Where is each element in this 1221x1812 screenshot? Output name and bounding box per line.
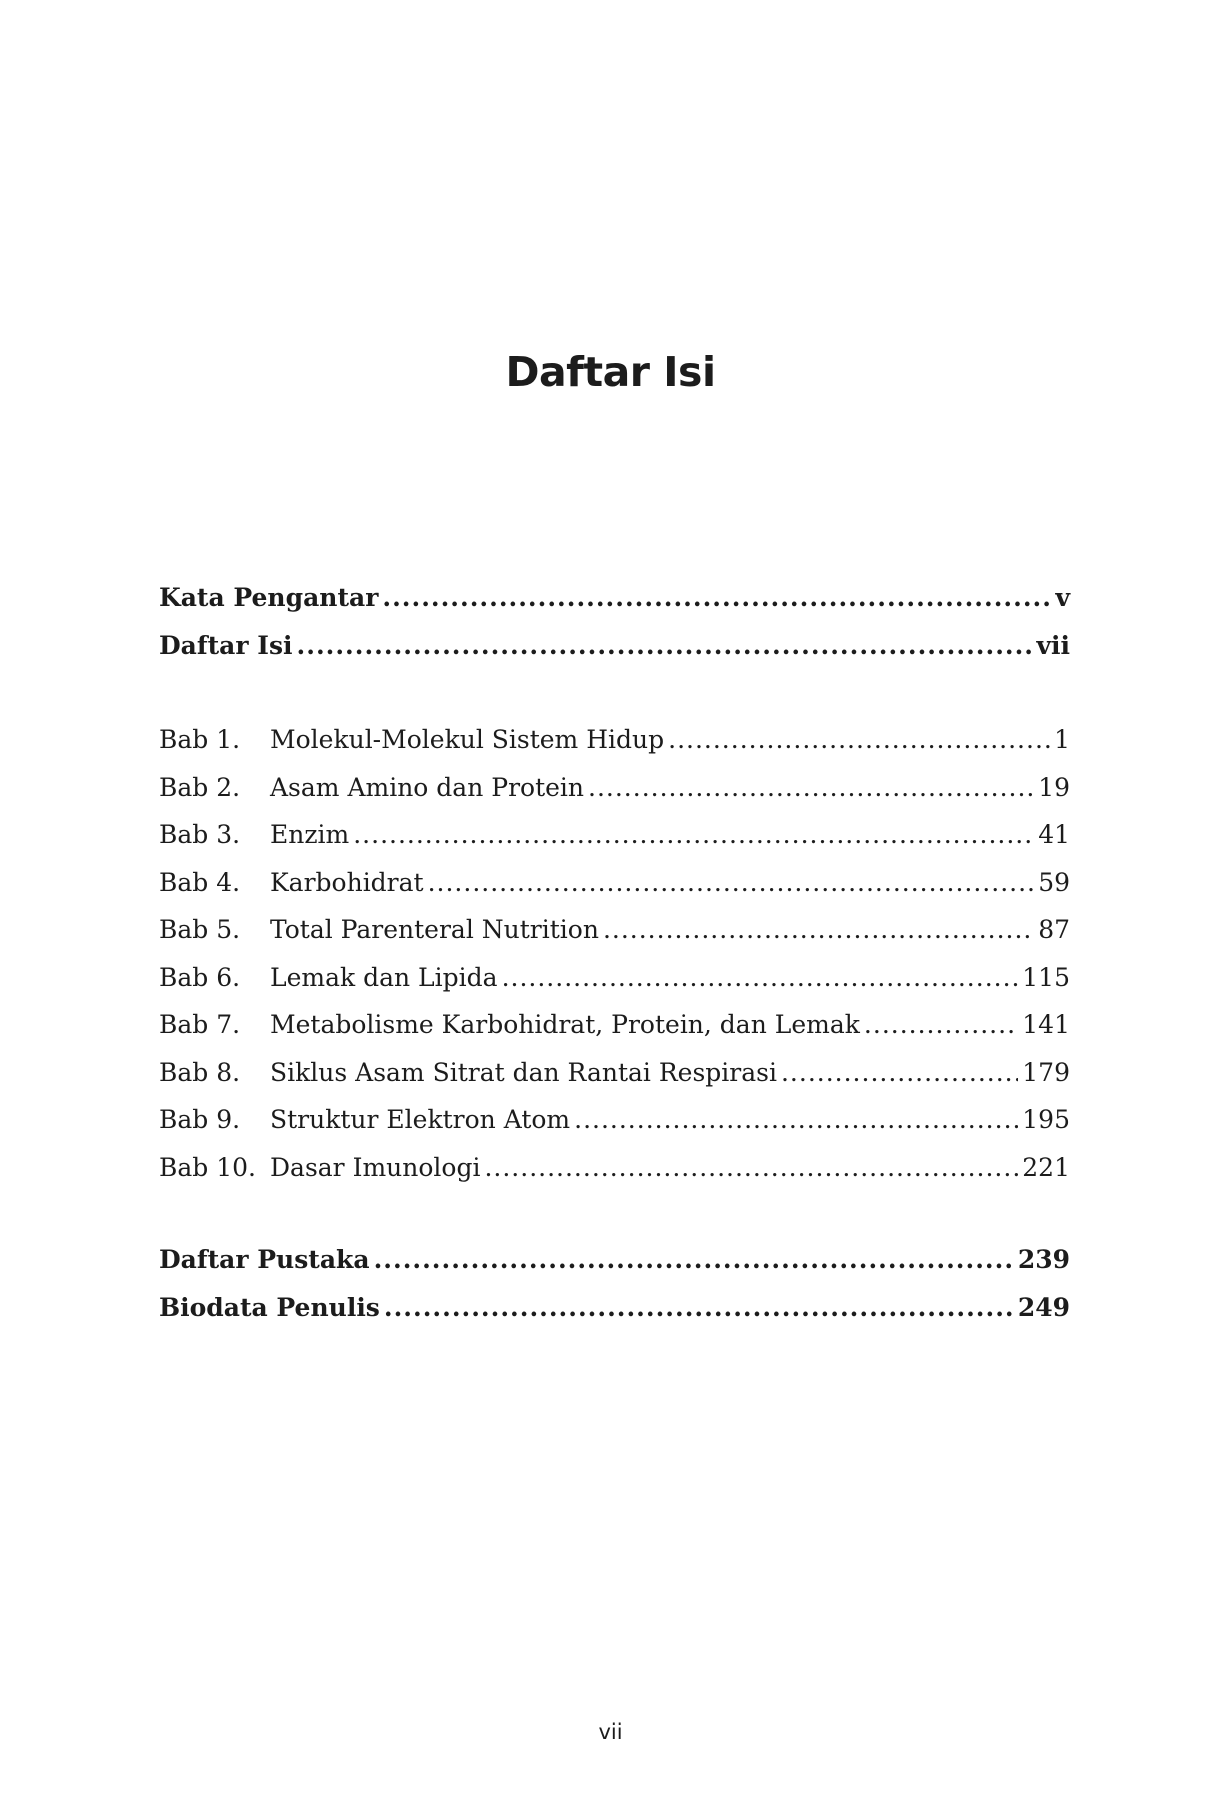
toc-chapter-8[interactable] — [159, 1049, 1070, 1097]
chapter-title: Struktur Elektron Atom — [270, 1105, 571, 1134]
dot-leader — [428, 859, 1035, 907]
dot-leader — [588, 764, 1034, 812]
toc-chapter-2[interactable] — [159, 764, 1070, 812]
chapter-title: Dasar Imunologi — [270, 1152, 481, 1182]
chapter-number: Bab 3. — [159, 820, 241, 849]
dot-leader — [502, 954, 1019, 1002]
dot-leader — [374, 1236, 1014, 1284]
toc-entry-title: Daftar Pustaka — [159, 1245, 370, 1274]
toc-page-number: 179 — [1022, 1057, 1070, 1087]
toc-front-matter — [159, 574, 1070, 669]
chapter-number: Bab 6. — [159, 962, 241, 992]
dot-leader — [484, 1144, 1018, 1192]
toc-page-number: 115 — [1022, 962, 1070, 992]
chapter-number: Bab 8. — [159, 1057, 241, 1087]
toc-chapter-7[interactable] — [159, 1001, 1070, 1049]
chapter-title: Metabolisme Karbohidrat, Protein, dan Lemak — [270, 1010, 860, 1039]
chapter-number: Bab 7. — [159, 1010, 241, 1039]
dot-leader — [864, 1001, 1018, 1049]
toc-entry-title: Daftar Isi — [159, 630, 293, 660]
chapter-title: Siklus Asam Sitrat dan Rantai Respirasi — [270, 1057, 777, 1087]
toc-page-number: 249 — [1017, 1292, 1070, 1322]
chapter-number: Bab 4. — [159, 867, 241, 897]
toc-page-number: 87 — [1038, 915, 1070, 944]
chapter-title: Asam Amino dan Protein — [270, 772, 585, 802]
toc-entry-biodata-penulis[interactable] — [159, 1284, 1070, 1332]
dot-leader — [384, 1284, 1014, 1332]
toc-chapter-5[interactable] — [159, 906, 1070, 954]
chapter-title: Enzim — [270, 820, 350, 849]
toc-entry-title: Biodata Penulis — [159, 1292, 380, 1322]
chapter-number: Bab 2. — [159, 772, 241, 802]
toc-chapter-6[interactable] — [159, 954, 1070, 1002]
toc-page-number: 59 — [1038, 867, 1070, 897]
toc-back-matter — [159, 1236, 1070, 1331]
toc-page-number: 41 — [1038, 820, 1070, 849]
toc-chapter-1[interactable] — [159, 716, 1070, 764]
page-number-footer: vii — [598, 1720, 623, 1744]
toc-entry-kata-pengantar[interactable] — [159, 574, 1070, 622]
toc-chapters — [159, 716, 1070, 1191]
chapter-title: Molekul-Molekul Sistem Hidup — [270, 725, 665, 754]
dot-leader — [603, 906, 1034, 954]
chapter-number: Bab 5. — [159, 915, 241, 944]
chapter-number: Bab 10. — [159, 1152, 256, 1182]
toc-page-number: 221 — [1022, 1152, 1070, 1182]
chapter-number: Bab 1. — [159, 725, 241, 754]
dot-leader — [297, 622, 1033, 670]
toc-chapter-9[interactable] — [159, 1096, 1070, 1144]
toc-page-number: v — [1055, 583, 1070, 612]
toc-page-number: 141 — [1022, 1010, 1070, 1039]
toc-page-number: 239 — [1017, 1245, 1070, 1274]
page-title: Daftar Isi — [505, 348, 716, 396]
toc-chapter-10[interactable] — [159, 1144, 1070, 1192]
toc-chapter-4[interactable] — [159, 859, 1070, 907]
toc-page-number: 1 — [1054, 725, 1070, 754]
toc-page-number: vii — [1036, 630, 1070, 660]
toc-entry-daftar-pustaka[interactable] — [159, 1236, 1070, 1284]
dot-leader — [574, 1096, 1018, 1144]
dot-leader — [382, 574, 1051, 622]
toc-page-number: 19 — [1038, 772, 1070, 802]
chapter-title: Total Parenteral Nutrition — [270, 915, 599, 944]
dot-leader — [781, 1049, 1018, 1097]
chapter-number: Bab 9. — [159, 1105, 241, 1134]
chapter-title: Lemak dan Lipida — [270, 962, 498, 992]
chapter-title: Karbohidrat — [270, 867, 424, 897]
dot-leader — [353, 811, 1034, 859]
toc-chapter-3[interactable] — [159, 811, 1070, 859]
toc-page-number: 195 — [1022, 1105, 1070, 1134]
toc-entry-daftar-isi[interactable] — [159, 622, 1070, 670]
dot-leader — [668, 716, 1050, 764]
toc-entry-title: Kata Pengantar — [159, 583, 379, 612]
